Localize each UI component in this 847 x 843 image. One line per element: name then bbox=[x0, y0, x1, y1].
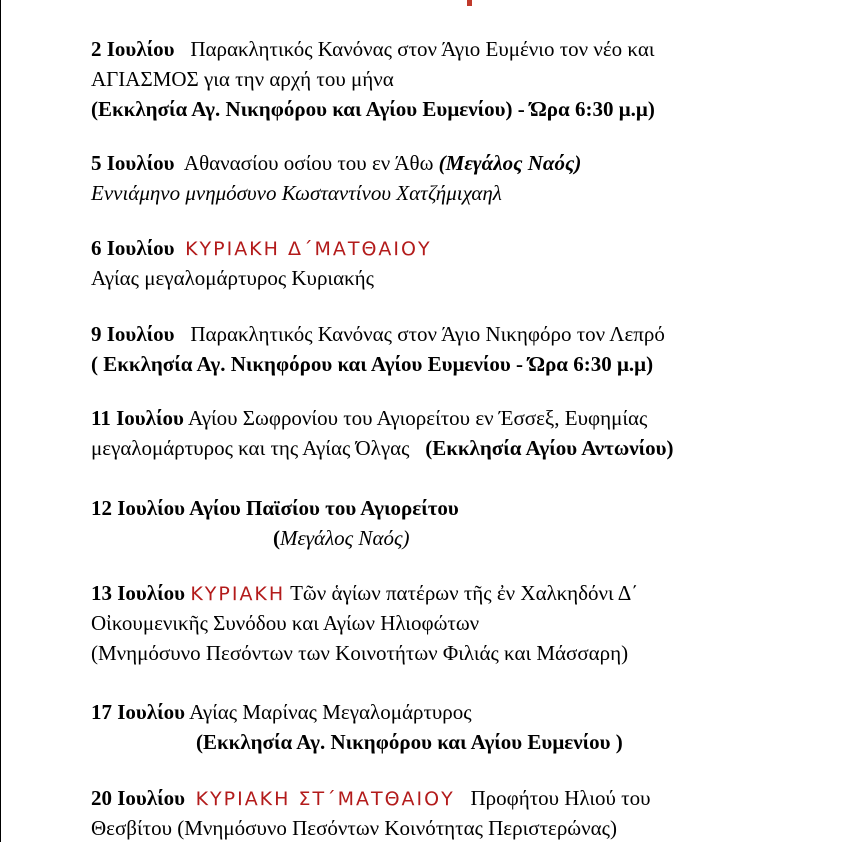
location-paren: ( bbox=[273, 526, 280, 550]
entry-july-17 bbox=[91, 697, 827, 757]
entry-location: ( Εκκλησία Αγ. Νικηφόρου και Αγίου Ευμενίου - Ώρα 6:30 μ.μ) bbox=[91, 352, 654, 376]
entry-location: (Εκκλησία Αγ. Νικηφόρου και Αγίου Ευμενίου) - Ώρα 6:30 μ.μ) bbox=[91, 97, 655, 121]
entry-july-6 bbox=[91, 233, 827, 293]
entry-location: (Μεγάλος Ναός) bbox=[438, 151, 582, 175]
entry-july-13 bbox=[91, 578, 827, 668]
entry-text: Αγίου Παϊσίου του Αγιορείτου bbox=[189, 496, 459, 520]
entry-date: 9 Ιουλίου bbox=[91, 322, 175, 346]
entry-text: Αγίας μεγαλομάρτυρος Κυριακής bbox=[91, 266, 374, 290]
entry-date: 20 Ιουλίου bbox=[91, 786, 186, 810]
sunday-label: ΚΥΡΙΑΚΗ ΣΤ΄ΜΑΤΘΑΙΟΥ bbox=[195, 788, 455, 810]
entry-text: μεγαλομάρτυρος και της Αγίας Όλγας bbox=[91, 436, 410, 460]
entry-text: Παρακλητικός Κανόνας στον Άγιο Νικηφόρο τον Λεπρό bbox=[190, 322, 665, 346]
entry-july-9 bbox=[91, 319, 827, 379]
entry-july-12 bbox=[91, 493, 827, 553]
entry-location: (Εκκλησία Αγίου Αντωνίου) bbox=[425, 436, 674, 460]
entry-text: Θεσβίτου (Μνημόσυνο Πεσόντων Κοινότητας Περιστερώνας) bbox=[91, 816, 617, 840]
entry-memorial: (Μνημόσυνο Πεσόντων των Κοινοτήτων Φιλιάς και Μάσσαρη) bbox=[91, 641, 629, 665]
entry-text: Αγίου Σωφρονίου του Αγιορείτου εν Έσσεξ, Ευφημίας bbox=[187, 406, 648, 430]
entry-location: (Εκκλησία Αγ. Νικηφόρου και Αγίου Ευμενίου ) bbox=[196, 730, 623, 754]
entry-date: 5 Ιουλίου bbox=[91, 151, 175, 175]
sunday-label: ΚΥΡΙΑΚΗ bbox=[190, 583, 286, 605]
heading-fragment bbox=[467, 0, 472, 6]
entry-text: Προφήτου Ηλιού του bbox=[470, 786, 651, 810]
entry-date: 17 Ιουλίου bbox=[91, 700, 186, 724]
entry-date: 12 Ιουλίου bbox=[91, 496, 186, 520]
entry-date: 2 Ιουλίου bbox=[91, 37, 175, 61]
entry-july-11 bbox=[91, 403, 827, 463]
entry-text: ΑΓΙΑΣΜΟΣ για την αρχή του μήνα bbox=[91, 67, 394, 91]
entry-memorial: Εννιάμηνο μνημόσυνο Κωσταντίνου Χατζήμιχαηλ bbox=[91, 181, 502, 205]
entry-text: Τῶν ἁγίων πατέρων τῆς ἐν Χαλκηδόνι Δ΄ bbox=[290, 581, 639, 605]
entry-text: Οἰκουμενικῆς Συνόδου και Αγίων Ηλιοφώτων bbox=[91, 611, 480, 635]
page-border bbox=[0, 0, 1, 842]
entry-date: 11 Ιουλίου bbox=[91, 406, 184, 430]
entry-july-5 bbox=[91, 148, 827, 208]
entry-july-2 bbox=[91, 34, 827, 124]
entry-text: Αγίας Μαρίνας Μεγαλομάρτυρος bbox=[189, 700, 472, 724]
entry-location: Μεγάλος Ναός) bbox=[280, 526, 410, 550]
entry-date: 13 Ιουλίου bbox=[91, 581, 186, 605]
entry-date: 6 Ιουλίου bbox=[91, 236, 175, 260]
entry-july-20 bbox=[91, 783, 827, 843]
entry-text: Παρακλητικός Κανόνας στον Άγιο Ευμένιο τον νέο και bbox=[190, 37, 655, 61]
entry-text: Αθανασίου οσίου του εν Άθω bbox=[183, 151, 434, 175]
sunday-label: ΚΥΡΙΑΚΗ Δ΄ΜΑΤΘΑΙΟΥ bbox=[185, 238, 432, 260]
